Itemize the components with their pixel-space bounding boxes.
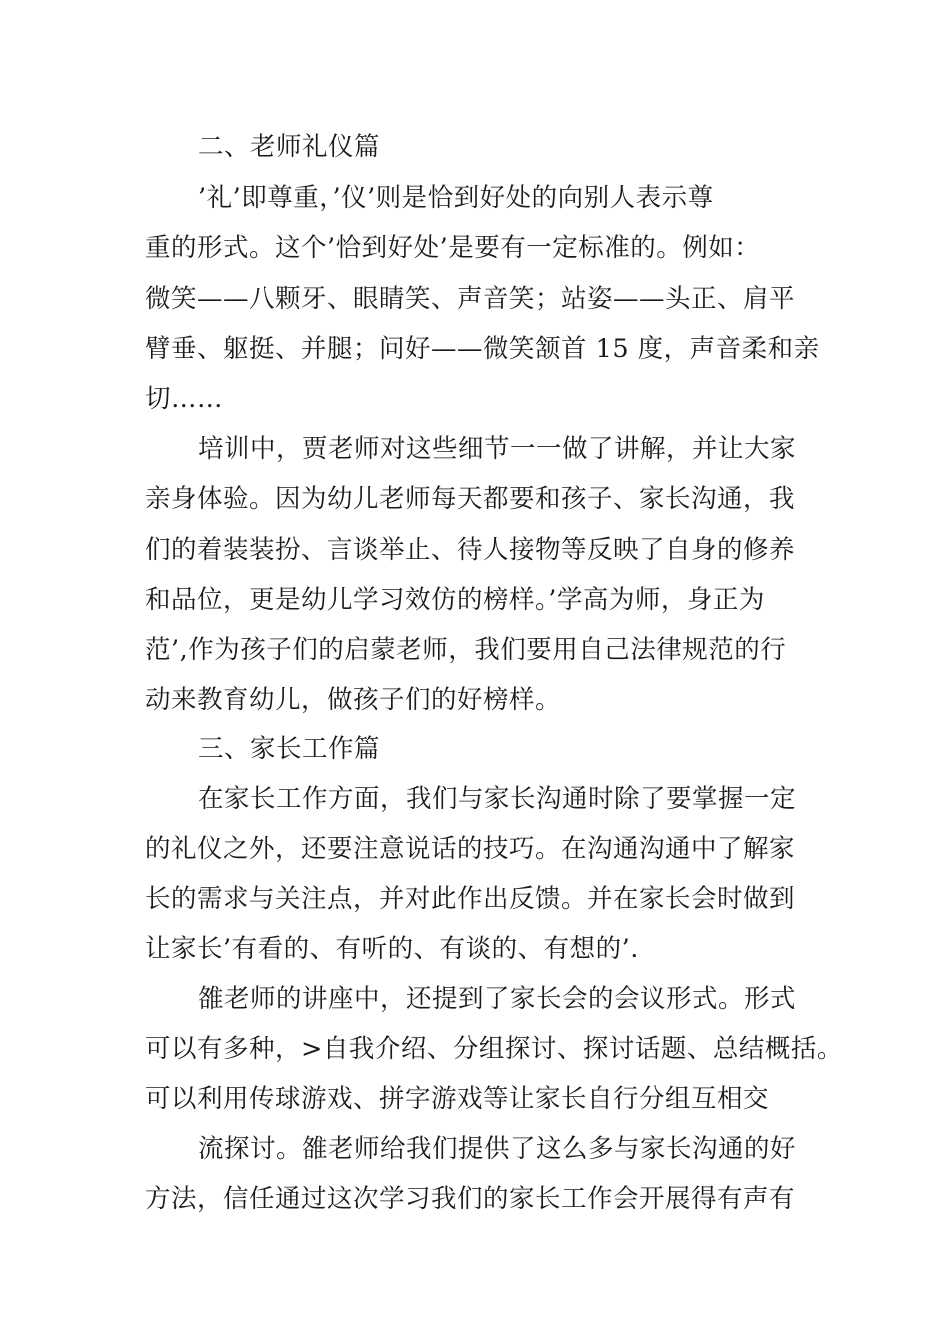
section-heading-teacher-etiquette: 二、老师礼仪篇: [198, 132, 381, 162]
paragraph-line: 方法，信任通过这次学习我们的家长工作会开展得有声有: [145, 1184, 796, 1214]
paragraph-line: 亲身体验。因为幼儿老师每天都要和孩子、家长沟通，我: [145, 484, 796, 514]
paragraph-line: ’礼’即尊重，’仪’则是恰到好处的向别人表示尊: [198, 183, 714, 213]
paragraph-line: 微笑——八颗牙、眼睛笑、声音笑；站姿——头正、肩平: [145, 284, 796, 314]
paragraph-line: 流探讨。雒老师给我们提供了这么多与家长沟通的好: [198, 1134, 797, 1164]
paragraph-line: 和品位，更是幼儿学习效仿的榜样。’学高为师，身正为: [145, 585, 765, 615]
paragraph-line: 雒老师的讲座中，还提到了家长会的会议形式。形式: [198, 984, 797, 1014]
paragraph-line: 重的形式。这个’恰到好处’是要有一定标准的。例如：: [145, 233, 761, 263]
paragraph-line: 范’,作为孩子们的启蒙老师，我们要用自己法律规范的行: [145, 635, 787, 665]
paragraph-line: 可以利用传球游戏、拼字游戏等让家长自行分组互相交: [145, 1084, 770, 1114]
paragraph-line: 在家长工作方面，我们与家长沟通时除了要掌握一定: [198, 784, 797, 814]
section-heading-parent-work: 三、家长工作篇: [198, 734, 381, 764]
paragraph-line: 的礼仪之外，还要注意说话的技巧。在沟通沟通中了解家: [145, 834, 796, 864]
paragraph-line: 们的着装装扮、言谈举止、待人接物等反映了自身的修养: [145, 535, 796, 565]
paragraph-line: 让家长’有看的、有听的、有谈的、有想的’.: [145, 934, 639, 964]
paragraph-line: 长的需求与关注点，并对此作出反馈。并在家长会时做到: [145, 884, 796, 914]
paragraph-line: 培训中，贾老师对这些细节一一做了讲解，并让大家: [198, 434, 797, 464]
paragraph-line: 动来教育幼儿，做孩子们的好榜样。: [145, 685, 562, 715]
paragraph-line: 切……: [145, 384, 224, 414]
paragraph-line: 可以有多种，>自我介绍、分组探讨、探讨话题、总结概括。: [145, 1034, 843, 1064]
paragraph-line: 臂垂、躯挺、并腿；问好——微笑颔首 15 度，声音柔和亲: [145, 334, 820, 364]
